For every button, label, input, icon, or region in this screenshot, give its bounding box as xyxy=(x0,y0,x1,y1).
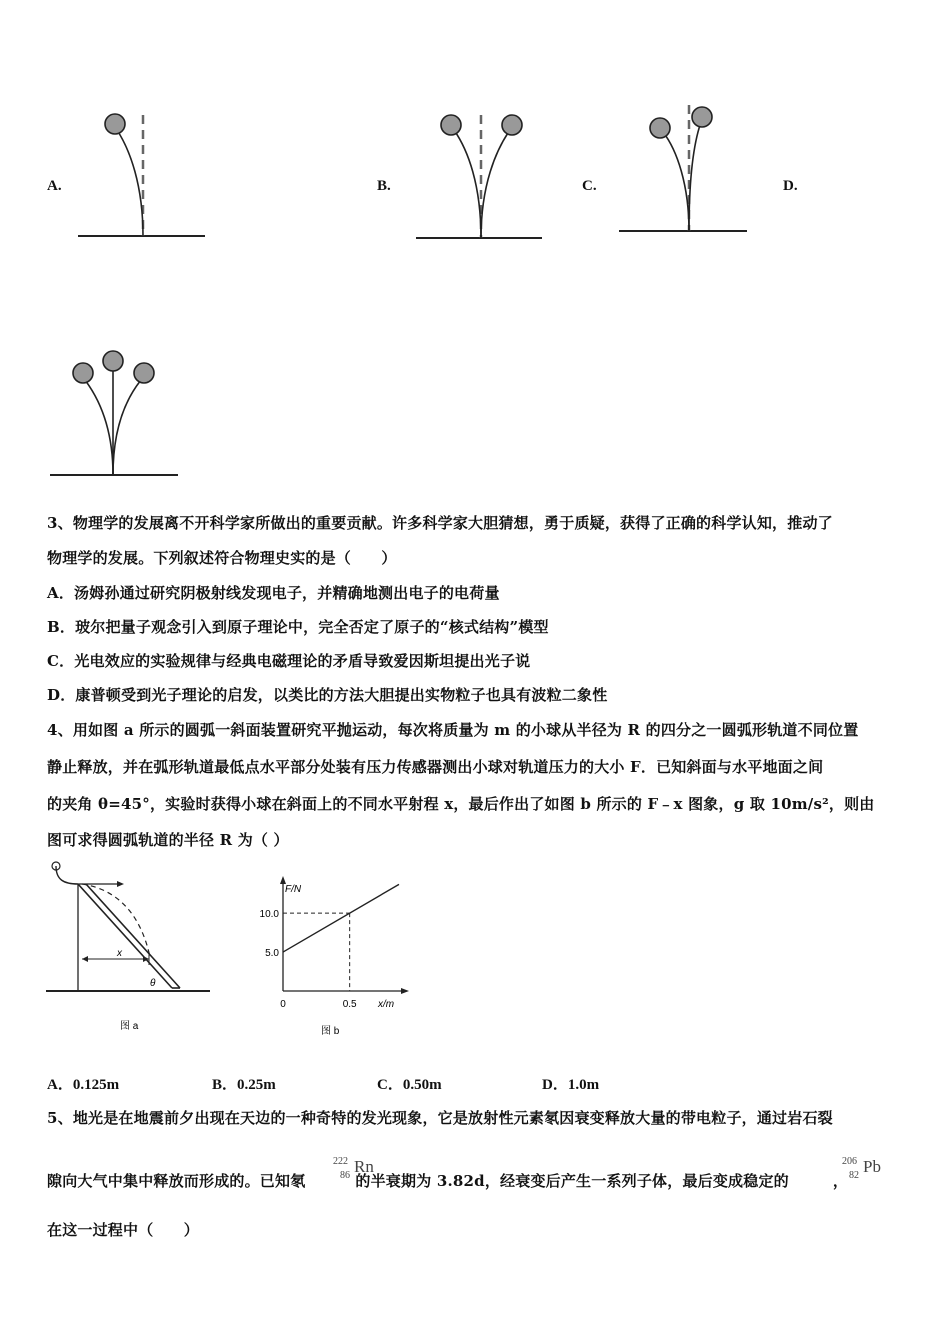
figure-option-b-label: B. xyxy=(377,178,391,194)
chart-y-axis-label: F/N xyxy=(285,884,302,895)
figure-option-b-drawing xyxy=(410,105,550,245)
nuclide-radon-atomic: 86 xyxy=(340,1170,350,1181)
chart-x-axis-label: x/m xyxy=(378,999,395,1010)
figure-option-c-drawing xyxy=(615,100,755,240)
chart-caption: 图 b xyxy=(321,1026,340,1037)
figure-option-c-label: C. xyxy=(582,178,597,194)
chart-y-tick-label: 10.0 xyxy=(259,909,279,921)
figure-option-d-label: D. xyxy=(783,178,798,194)
nuclide-lead xyxy=(842,1156,886,1186)
chart-y-tick-label: 5.0 xyxy=(265,948,279,960)
q4-option-a: A．0.125m xyxy=(47,1077,120,1093)
q4-stem-line3: 的夹角 θ=45°，实验时获得小球在斜面上的不同水平射程 x，最后作出了如图 b 所示的 F﹣x 图象，g 取 10m/s²，则由 xyxy=(47,795,875,813)
chart-x-tick-label: 0.5 xyxy=(342,999,357,1010)
nuclide-radon-symbol: Rn xyxy=(354,1157,374,1176)
q5-stem-line1: 5、地光是在地震前夕出现在天边的一种奇特的发光现象，它是放射性元素氡因衰变释放大量的带电粒子，通过岩石裂 xyxy=(47,1109,833,1127)
q4-stem-line4: 图可求得圆弧轨道的半径 R 为（ ） xyxy=(47,831,289,849)
q3-stem-line2: 物理学的发展。下列叙述符合物理史实的是（ ） xyxy=(47,549,397,567)
q4-stem-line2: 静止释放，并在弧形轨道最低点水平部分处装有压力传感器测出小球对轨道压力的大小 F．已知斜面与水平地面之间 xyxy=(47,758,824,776)
nuclide-lead-mass: 206 xyxy=(842,1156,857,1167)
chart-x-axis-arrow xyxy=(401,988,409,994)
q5-line2-part-a: 隙向大气中集中释放而形成的。已知氡 xyxy=(47,1172,306,1190)
figure-option-a-label: A. xyxy=(47,178,62,194)
q4-option-b: B．0.25m xyxy=(212,1077,276,1093)
q3-option-d: D．康普顿受到光子理论的启发，以类比的方法大胆提出实物粒子也具有波粒二象性 xyxy=(47,686,608,704)
figure-option-d-drawing xyxy=(45,345,185,485)
chart-x-tick-label: 0 xyxy=(280,999,286,1010)
q4-fig-a-angle-label: θ xyxy=(150,978,156,989)
q4-fig-a-caption: 图 a xyxy=(120,1021,139,1032)
q4-figure-b-chart xyxy=(245,870,415,1040)
q5-stem-line2 xyxy=(47,1170,848,1191)
q5-line2-part-b: 的半衰期为 3.82d，经衰变后产生一系列子体，最后变成稳定的 xyxy=(355,1172,789,1190)
q3-stem-line1: 3、物理学的发展离不开科学家所做出的重要贡献。许多科学家大胆猜想，勇于质疑，获得了正确的科学认知，推动了 xyxy=(47,514,833,532)
nuclide-lead-symbol: Pb xyxy=(863,1157,881,1176)
q3-option-b: B．玻尔把量子观念引入到原子理论中，完全否定了原子的“核式结构”模型 xyxy=(47,618,549,636)
q4-figure-a xyxy=(42,860,222,1040)
q4-fig-a-x-label: x xyxy=(117,948,122,959)
nuclide-radon-mass: 222 xyxy=(333,1156,348,1167)
figure-option-a-drawing xyxy=(70,105,210,245)
q3-option-a: A．汤姆孙通过研究阴极射线发现电子，并精确地测出电子的电荷量 xyxy=(47,584,500,602)
q5-line2-part-c: ， xyxy=(832,1172,849,1190)
q5-stem-line3: 在这一过程中（ ） xyxy=(47,1221,200,1239)
q4-option-c: C．0.50m xyxy=(377,1077,442,1093)
nuclide-lead-atomic: 82 xyxy=(849,1170,859,1181)
nuclide-radon xyxy=(333,1156,383,1186)
q4-stem-line1: 4、用如图 a 所示的圆弧一斜面装置研究平抛运动，每次将质量为 m 的小球从半径为 R 的四分之一圆弧形轨道不同位置 xyxy=(47,721,859,739)
q3-option-c: C．光电效应的实验规律与经典电磁理论的矛盾导致爱因斯坦提出光子说 xyxy=(47,652,531,670)
chart-y-axis-arrow xyxy=(280,876,286,884)
q4-option-d: D．1.0m xyxy=(542,1077,600,1093)
